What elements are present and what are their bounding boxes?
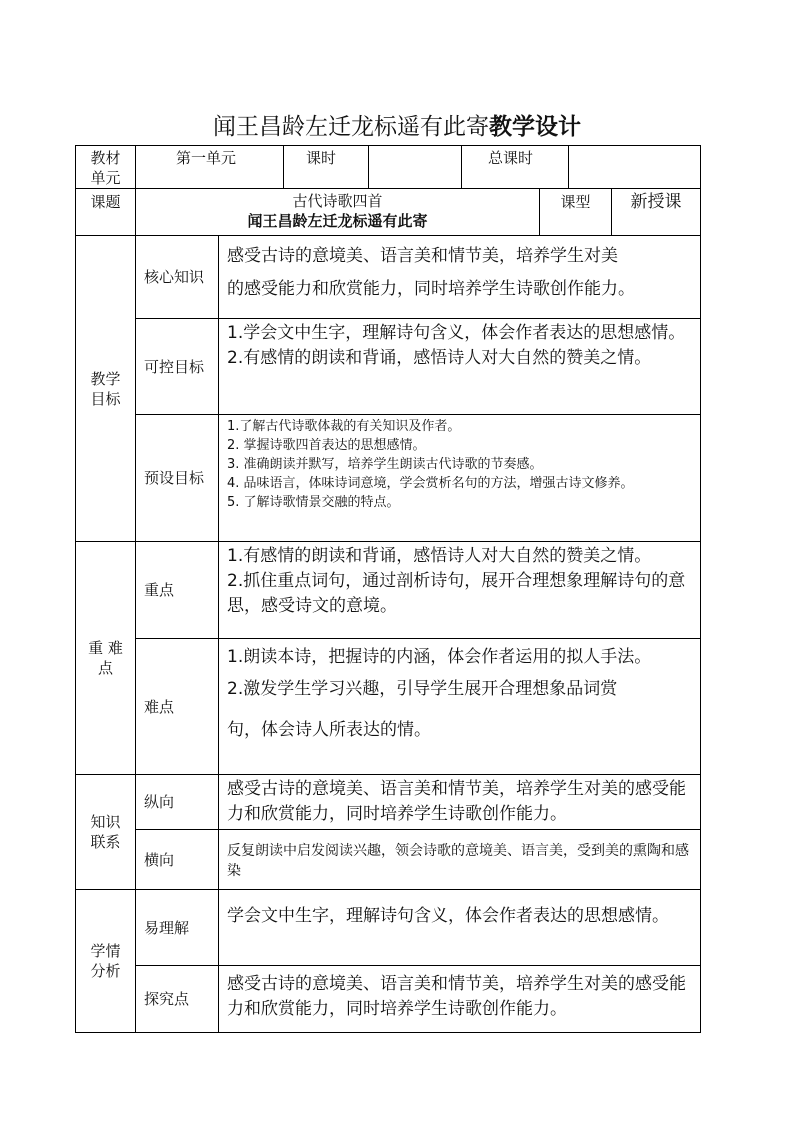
controllable-goals-text	[219, 319, 701, 415]
difficult-point-label: 难点	[136, 639, 219, 775]
easy-understand-label: 易理解	[136, 890, 219, 966]
topic-value	[136, 189, 540, 236]
core-knowledge-line-1: 感受古诗的意境美、语言美和情节美，培养学生对美	[227, 246, 618, 266]
knowledge-links-label: 知识联系	[76, 775, 136, 890]
key-point-2: 2.抓住重点词句，通过剖析诗句，展开合理想象理解诗句的意思，感受诗文的意境。	[227, 571, 686, 616]
title-suffix: 教学设计	[489, 114, 581, 140]
core-knowledge-text	[219, 236, 701, 319]
difficult-point-1: 1.朗读本诗，把握诗的内涵，体会作者运用的拟人手法。	[227, 647, 652, 667]
topic-label: 课题	[76, 189, 136, 236]
vertical-link-label: 纵向	[136, 775, 219, 830]
period-label: 课时	[284, 146, 369, 189]
horizontal-link-label: 横向	[136, 830, 219, 890]
key-point-text	[219, 542, 701, 639]
student-analysis-label: 学情分析	[76, 890, 136, 1033]
unit-label: 教材单元	[76, 146, 136, 189]
key-point-1: 1.有感情的朗读和背诵，感悟诗人对大自然的赞美之情。	[227, 546, 652, 566]
total-period-label: 总课时	[462, 146, 569, 189]
preset-goal-2: 2. 掌握诗歌四首表达的思想感情。	[227, 438, 426, 453]
explore-point-label: 探究点	[136, 966, 219, 1033]
preset-goal-5: 5. 了解诗歌情景交融的特点。	[227, 495, 400, 510]
controllable-goal-1: 1.学会文中生字，理解诗句含义，体会作者表达的思想感情。	[227, 323, 686, 343]
controllable-goal-2: 2.有感情的朗读和背诵，感悟诗人对大自然的赞美之情。	[227, 348, 652, 368]
title-lesson: 闻王昌龄左迁龙标遥有此寄	[213, 114, 489, 140]
horizontal-link-text: 反复朗读中启发阅读兴趣，领会诗歌的意境美、语言美，受到美的熏陶和感染	[219, 830, 701, 890]
unit-value: 第一单元	[136, 146, 284, 189]
preset-goal-4: 4. 品味语言，体味诗词意境，学会赏析名句的方法，增强古诗文修养。	[227, 476, 634, 491]
preset-goals-label: 预设目标	[136, 415, 219, 542]
easy-understand-text: 学会文中生字，理解诗句含义，体会作者表达的思想感情。	[219, 890, 701, 966]
page-title	[0, 112, 794, 142]
core-knowledge-label: 核心知识	[136, 236, 219, 319]
preset-goal-1: 1.了解古代诗歌体裁的有关知识及作者。	[227, 419, 461, 434]
topic-line-2: 闻王昌龄左迁龙标遥有此寄	[247, 212, 428, 230]
preset-goal-3: 3. 准确朗读并默写，培养学生朗读古代诗歌的节奏感。	[227, 457, 543, 472]
vertical-link-text: 感受古诗的意境美、语言美和情节美，培养学生对美的感受能力和欣赏能力，同时培养学生诗歌创作能力。	[219, 775, 701, 830]
difficulty-label: 重 难 点	[76, 542, 136, 775]
preset-goals-text	[219, 415, 701, 542]
difficult-point-text	[219, 639, 701, 775]
difficult-point-2-line-2: 句，体会诗人所表达的情。	[227, 720, 431, 740]
controllable-goals-label: 可控目标	[136, 319, 219, 415]
total-period-value	[569, 146, 701, 189]
topic-line-1: 古代诗歌四首	[292, 192, 383, 210]
core-knowledge-line-2: 的感受能力和欣赏能力，同时培养学生诗歌创作能力。	[227, 279, 635, 299]
explore-point-text: 感受古诗的意境美、语言美和情节美，培养学生对美的感受能力和欣赏能力，同时培养学生诗歌创作能力。	[219, 966, 701, 1033]
key-point-label: 重点	[136, 542, 219, 639]
period-value	[369, 146, 462, 189]
lesson-type-value: 新授课	[612, 189, 701, 236]
goals-label: 教学目标	[76, 236, 136, 542]
difficult-point-2-line-1: 2.激发学生学习兴趣，引导学生展开合理想象品词赏	[227, 679, 618, 699]
lesson-type-label: 课型	[540, 189, 612, 236]
lesson-plan-table	[75, 145, 701, 1033]
